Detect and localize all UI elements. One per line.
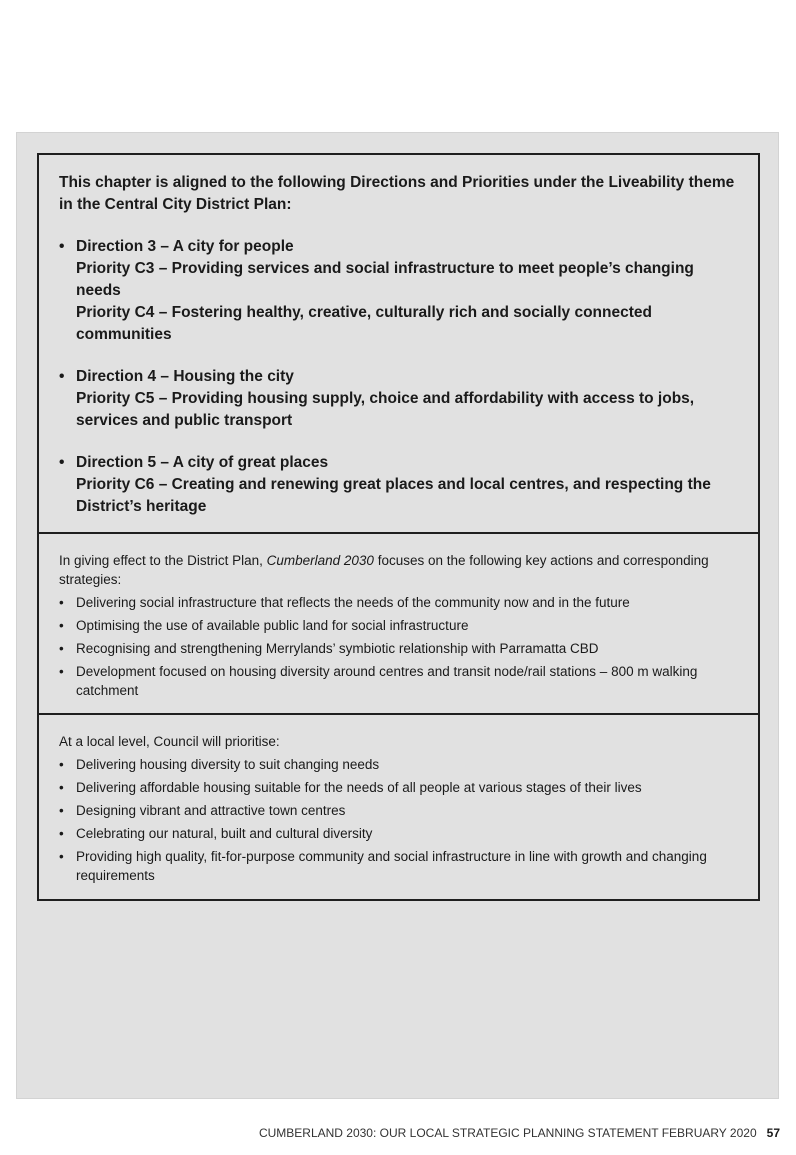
key-actions-section bbox=[39, 532, 758, 713]
key-actions-lead-tail: focuses on the following key actions and corresponding strategies: bbox=[59, 553, 709, 587]
local-priorities-lead: At a local level, Council will prioritise: bbox=[59, 734, 280, 749]
plan-name: Cumberland 2030 bbox=[266, 553, 374, 568]
list-item: • Celebrating our natural, built and cultural diversity bbox=[59, 824, 740, 843]
page-footer bbox=[259, 1126, 780, 1140]
list-item: • Delivering affordable housing suitable for the needs of all people at various stages of their lives bbox=[59, 778, 740, 797]
direction-title: • Direction 3 – A city for people bbox=[76, 238, 294, 255]
list-item: • Delivering housing diversity to suit changing needs bbox=[59, 755, 740, 774]
page-number: 57 bbox=[766, 1126, 780, 1140]
list-item: • Development focused on housing diversity around centres and transit node/rail stations – 800 m walking catchment bbox=[59, 662, 740, 700]
list-item: • Delivering social infrastructure that reflects the needs of the community now and in the future bbox=[59, 593, 740, 612]
local-priorities-section bbox=[39, 713, 758, 899]
list-item: • Recognising and strengthening Merrylands’ symbiotic relationship with Parramatta CBD bbox=[59, 639, 740, 658]
direction-title: • Direction 4 – Housing the city bbox=[76, 368, 294, 385]
alignment-intro: This chapter is aligned to the following Directions and Priorities under the Liveability theme in the Central City District Plan: bbox=[59, 174, 735, 213]
directions-section bbox=[39, 155, 758, 532]
direction-item-3 bbox=[59, 236, 740, 346]
alignment-box bbox=[37, 153, 760, 901]
priority-text: Priority C3 – Providing services and social infrastructure to meet people’s changing needs bbox=[76, 260, 694, 299]
direction-title: • Direction 5 – A city of great places bbox=[76, 454, 329, 471]
footer-title: CUMBERLAND 2030: OUR LOCAL STRATEGIC PLANNING STATEMENT FEBRUARY 2020 bbox=[258, 1126, 757, 1140]
key-actions-lead bbox=[59, 551, 740, 589]
local-priorities-list bbox=[59, 755, 740, 885]
directions-list bbox=[59, 236, 740, 518]
list-item: • Providing high quality, fit-for-purpose community and social infrastructure in line with growth and changing requirements bbox=[59, 847, 740, 885]
list-item: • Optimising the use of available public land for social infrastructure bbox=[59, 616, 740, 635]
direction-item-4 bbox=[59, 366, 740, 432]
direction-item-5 bbox=[59, 452, 740, 518]
key-actions-list bbox=[59, 593, 740, 700]
key-actions-lead-text: In giving effect to the District Plan, bbox=[59, 553, 267, 568]
list-item: • Designing vibrant and attractive town centres bbox=[59, 801, 740, 820]
priority-text: Priority C6 – Creating and renewing great places and local centres, and respecting the District’s heritage bbox=[76, 476, 711, 515]
priority-text: Priority C5 – Providing housing supply, choice and affordability with access to jobs, services and public transport bbox=[76, 390, 695, 429]
priority-text: Priority C4 – Fostering healthy, creative, culturally rich and socially connected communities bbox=[76, 304, 652, 343]
